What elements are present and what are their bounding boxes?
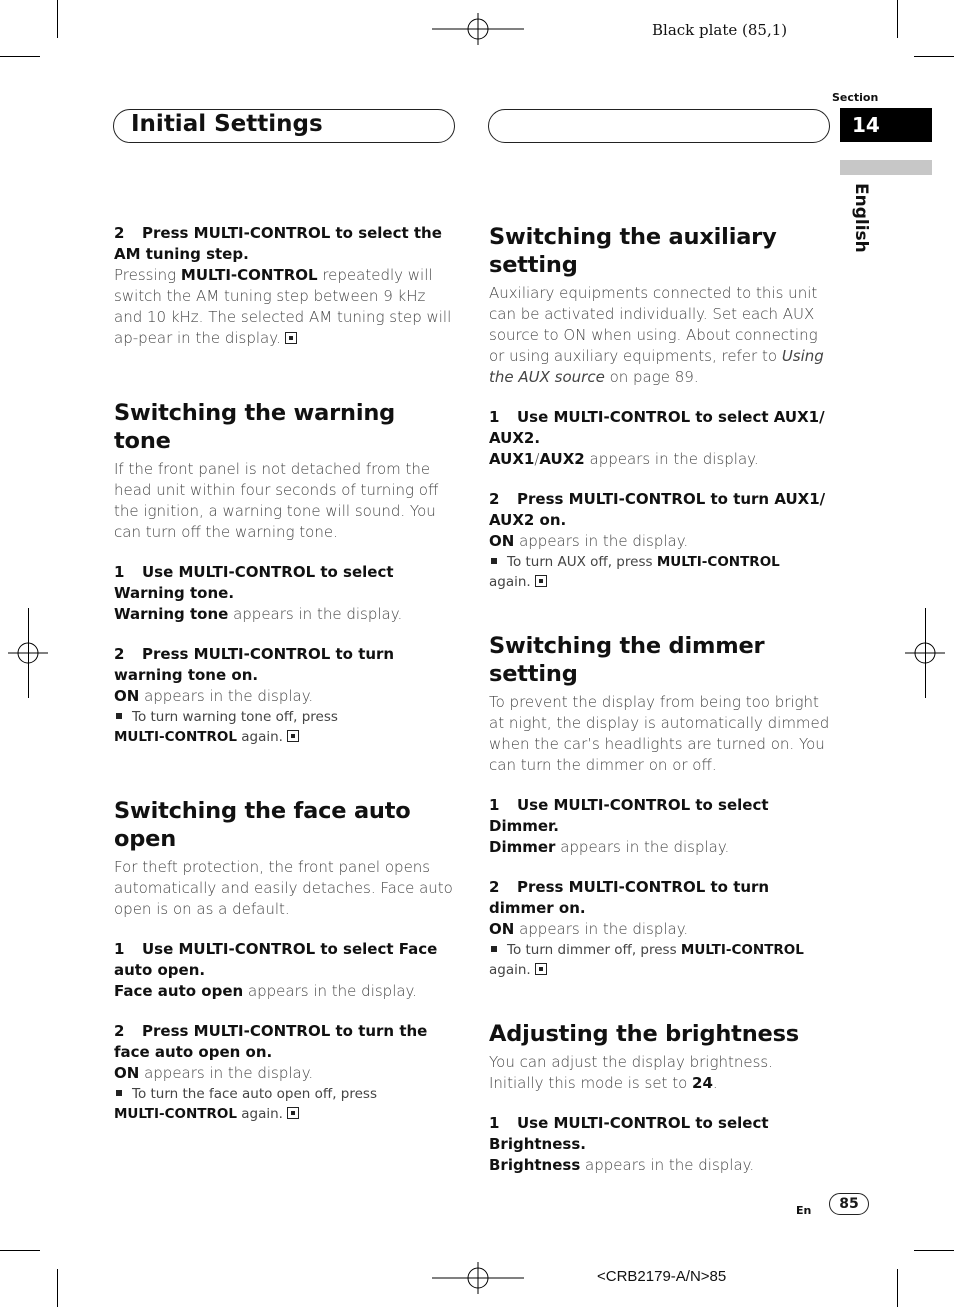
face-step2-body: ON appears in the display.: [114, 1064, 314, 1082]
section-number: 14: [840, 108, 932, 142]
registration-target-bottom-icon: [432, 1262, 524, 1294]
aux-intro: Auxiliary equipments connected to this unit can be activated individually. Set each AUX source to ON when using. About connecting or using auxiliary equipments, refer to Using the AUX source on page 89.: [489, 284, 824, 386]
end-mark-icon: [535, 575, 547, 587]
end-mark-icon: [287, 730, 299, 742]
warning-step2-heading: 2 Press MULTI-CONTROL to turn warning tone on.: [114, 645, 395, 684]
dimmer-note: To turn dimmer off, press MULTI-CONTROL again.: [489, 942, 804, 978]
aux-note: To turn AUX off, press MULTI-CONTROL again.: [489, 554, 780, 590]
registration-target-left-icon: [8, 637, 48, 669]
face-step1-body: Face auto open appears in the display.: [114, 982, 418, 1000]
warning-step1-heading: 1 Use MULTI-CONTROL to select Warning tone.: [114, 563, 394, 602]
end-mark-icon: [285, 332, 297, 344]
bullet-square-icon: [116, 713, 122, 719]
plate-label: Black plate (85,1): [652, 21, 788, 39]
aux-step1-body: AUX1/AUX2 appears in the display.: [489, 450, 759, 468]
bullet-square-icon: [491, 558, 497, 564]
dimmer-intro: To prevent the display from being too bright at night, the display is automatically dimmed when the car’s headlights are turned on. You can turn the dimmer on or off.: [489, 693, 830, 774]
aux-step2-body: ON appears in the display.: [489, 532, 689, 550]
am-step-body: Pressing MULTI-CONTROL repeatedly will switch the AM tuning step between 9 kHz and 10 kHz. The selected AM tuning step will ap-pear in the display.: [114, 266, 452, 347]
section-title-warning-tone: Switching the warning tone: [114, 400, 396, 454]
face-step1-heading: 1 Use MULTI-CONTROL to select Face auto open.: [114, 940, 438, 979]
dimmer-step2-body: ON appears in the display.: [489, 920, 689, 938]
dimmer-step1-heading: 1 Use MULTI-CONTROL to select Dimmer.: [489, 796, 769, 835]
warning-intro: If the front panel is not detached from the head unit within four seconds of turning off the ignition, a warning tone will sound. You can turn off the warning tone.: [114, 460, 439, 541]
brightness-intro: You can adjust the display brightness. Initially this mode is set to 24.: [489, 1053, 773, 1092]
face-intro: For theft protection, the front panel opens automatically and easily detaches. Face auto open is on as a default.: [114, 858, 453, 918]
chapter-title: Initial Settings: [131, 111, 323, 137]
language-code: En: [796, 1204, 812, 1217]
right-column: [489, 223, 831, 1176]
brightness-step1-body: Brightness appears in the display.: [489, 1156, 755, 1174]
section-tab-bar: [840, 160, 932, 175]
registration-target-top-icon: [432, 13, 524, 45]
section-title-brightness: Adjusting the brightness: [489, 1021, 799, 1047]
language-tab: English: [851, 183, 871, 253]
section-title-dimmer: Switching the dimmer setting: [489, 633, 765, 687]
dimmer-step2-heading: 2 Press MULTI-CONTROL to turn dimmer on.: [489, 878, 770, 917]
warning-note: To turn warning tone off, press MULTI-CONTROL again.: [114, 709, 338, 745]
brightness-step1-heading: 1 Use MULTI-CONTROL to select Brightness.: [489, 1114, 769, 1153]
face-note: To turn the face auto open off, press MULTI-CONTROL again.: [114, 1086, 377, 1122]
header-blank-pill: [488, 109, 830, 143]
warning-step1-body: Warning tone appears in the display.: [114, 605, 403, 623]
dimmer-step1-body: Dimmer appears in the display.: [489, 838, 730, 856]
bullet-square-icon: [116, 1090, 122, 1096]
aux-step2-heading: 2 Press MULTI-CONTROL to turn AUX1/ AUX2 on.: [489, 490, 826, 529]
warning-step2-body: ON appears in the display.: [114, 687, 314, 705]
am-step-heading: 2 Press MULTI-CONTROL to select the AM tuning step.: [114, 224, 442, 263]
section-title-face-auto-open: Switching the face auto open: [114, 798, 411, 852]
aux-step1-heading: 1 Use MULTI-CONTROL to select AUX1/ AUX2.: [489, 408, 825, 447]
registration-target-right-icon: [905, 637, 945, 669]
chapter-header-pill: [113, 109, 455, 143]
left-column: [114, 223, 456, 1124]
section-label: Section: [832, 91, 879, 104]
face-step2-heading: 2 Press MULTI-CONTROL to turn the face auto open on.: [114, 1022, 428, 1061]
end-mark-icon: [287, 1107, 299, 1119]
section-title-auxiliary: Switching the auxiliary setting: [489, 224, 777, 278]
end-mark-icon: [535, 963, 547, 975]
document-code: <CRB2179-A/N>85: [597, 1268, 727, 1285]
page-number: 85: [829, 1193, 869, 1215]
bullet-square-icon: [491, 946, 497, 952]
